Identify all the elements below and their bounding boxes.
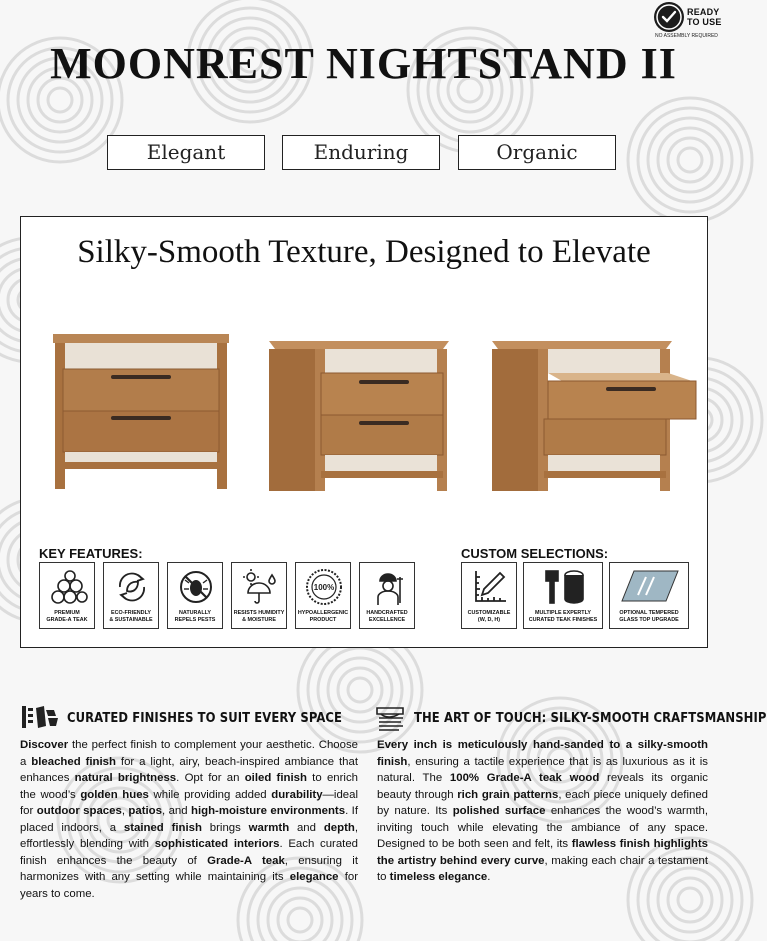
paragraph-finishes: Discover the perfect finish to complement your aesthetic. Choose a bleached finish for a light, airy, beach-inspired ambiance that enhances natural brightness. Opt for an oiled finish to enrich the wood’s golden hues while providing added durability—ideal for outdoor spaces, patios, and high-moisture environments. If placed indoors, a stained finish brings warmth and depth, effortlessly blending with sophisticated interiors. Each curated finish enhances the beauty of Grade-A teak, ensuring it harmonizes with any setting while maintaining its elegance for years to come. bbox=[20, 739, 359, 900]
key-features-heading: KEY FEATURES: bbox=[39, 546, 143, 561]
feature-label-line2: GRADE-A TEAK bbox=[46, 616, 88, 623]
glass-pane-icon bbox=[620, 567, 680, 607]
custom-card-finishes bbox=[523, 562, 603, 629]
feature-label-line1: RESISTS HUMIDITY bbox=[233, 610, 285, 616]
hypoallergenic-seal-icon bbox=[304, 567, 344, 607]
panel-heading: Silky-Smooth Texture, Designed to Elevate bbox=[77, 234, 651, 270]
tag-elegant: Elegant bbox=[107, 135, 265, 170]
feature-card-teak bbox=[39, 562, 95, 629]
feature-label-line1: HANDCRAFTED bbox=[366, 610, 408, 616]
sanding-hand-icon bbox=[375, 704, 407, 732]
craftsman-icon bbox=[368, 567, 408, 607]
feature-card-handcrafted bbox=[359, 562, 415, 629]
custom-label-line1: CUSTOMIZABLE bbox=[467, 610, 511, 616]
badge-text-ready: READY bbox=[687, 7, 720, 17]
badge-subtext: NO ASSEMBLY REQUIRED bbox=[655, 33, 718, 39]
feature-label-line2: & MOISTURE bbox=[242, 616, 276, 623]
section-title-craftsmanship: THE ART OF TOUCH: SILKY-SMOOTH CRAFTSMANSHIP bbox=[414, 710, 767, 726]
feature-card-hypoallergenic bbox=[295, 562, 351, 629]
feature-card-pests bbox=[167, 562, 223, 629]
nightstand-angled-view bbox=[261, 335, 456, 493]
ruler-pencil-icon bbox=[470, 567, 510, 607]
feature-label-line2: REPELS PESTS bbox=[174, 616, 216, 623]
feature-label-line2: EXCELLENCE bbox=[368, 616, 406, 623]
page-title: MOONREST NIGHTSTAND II bbox=[50, 39, 677, 88]
custom-label-line2: GLASS TOP UPGRADE bbox=[619, 616, 679, 623]
badge-text-to-use: TO USE bbox=[687, 17, 722, 27]
checkmark-icon bbox=[654, 2, 684, 32]
recycle-leaf-icon bbox=[112, 567, 152, 607]
custom-card-glass bbox=[609, 562, 689, 629]
feature-card-eco bbox=[103, 562, 159, 629]
custom-label-line1: MULTIPLE EXPERTLY bbox=[534, 610, 591, 616]
feature-label-line2: PRODUCT bbox=[309, 616, 337, 623]
custom-label-line2: (W, D, H) bbox=[477, 616, 501, 623]
weather-umbrella-icon bbox=[240, 567, 280, 607]
ready-to-use-badge bbox=[654, 2, 726, 40]
feature-card-humidity bbox=[231, 562, 287, 629]
finish-swatches-icon bbox=[20, 704, 60, 730]
wood-logs-icon bbox=[48, 567, 88, 607]
brush-wood-icon bbox=[542, 567, 586, 607]
feature-label-line1: PREMIUM bbox=[54, 610, 80, 616]
paragraph-craftsmanship: Every inch is meticulously hand-sanded to a silky-smooth finish, ensuring a tactile experience that is as luxurious as it is natural. The 100% Grade-A teak wood reveals its organic beauty through rich grain patterns, each piece uniquely defined by nature. Its polished surface enhances the wood’s warmth, inviting touch while elevating the ambiance of any space. Designed to be both seen and felt, its flawless finish highlights the artistry behind every curve, making each chair a testament to timeless elegance. bbox=[377, 739, 709, 883]
tag-organic: Organic bbox=[458, 135, 616, 170]
tag-enduring: Enduring bbox=[282, 135, 440, 170]
nightstand-drawer-open-view bbox=[486, 335, 701, 493]
feature-label-line1: HYPOALLERGENIC bbox=[297, 610, 349, 616]
feature-label-line1: NATURALLY bbox=[178, 610, 212, 616]
feature-label-line1: ECO-FRIENDLY bbox=[111, 610, 151, 616]
seal-text: 100% bbox=[313, 583, 335, 592]
custom-selections-heading: CUSTOM SELECTIONS: bbox=[461, 546, 609, 561]
custom-label-line2: CURATED TEAK FINISHES bbox=[528, 616, 598, 623]
section-title-finishes: CURATED FINISHES TO SUIT EVERY SPACE bbox=[67, 710, 343, 726]
custom-card-dimensions bbox=[461, 562, 517, 629]
custom-label-line1: OPTIONAL TEMPERED bbox=[619, 610, 679, 616]
nightstand-front-view bbox=[51, 332, 231, 492]
no-pests-icon bbox=[176, 567, 216, 607]
feature-panel bbox=[20, 216, 708, 648]
feature-label-line2: & SUSTAINABLE bbox=[109, 616, 153, 623]
